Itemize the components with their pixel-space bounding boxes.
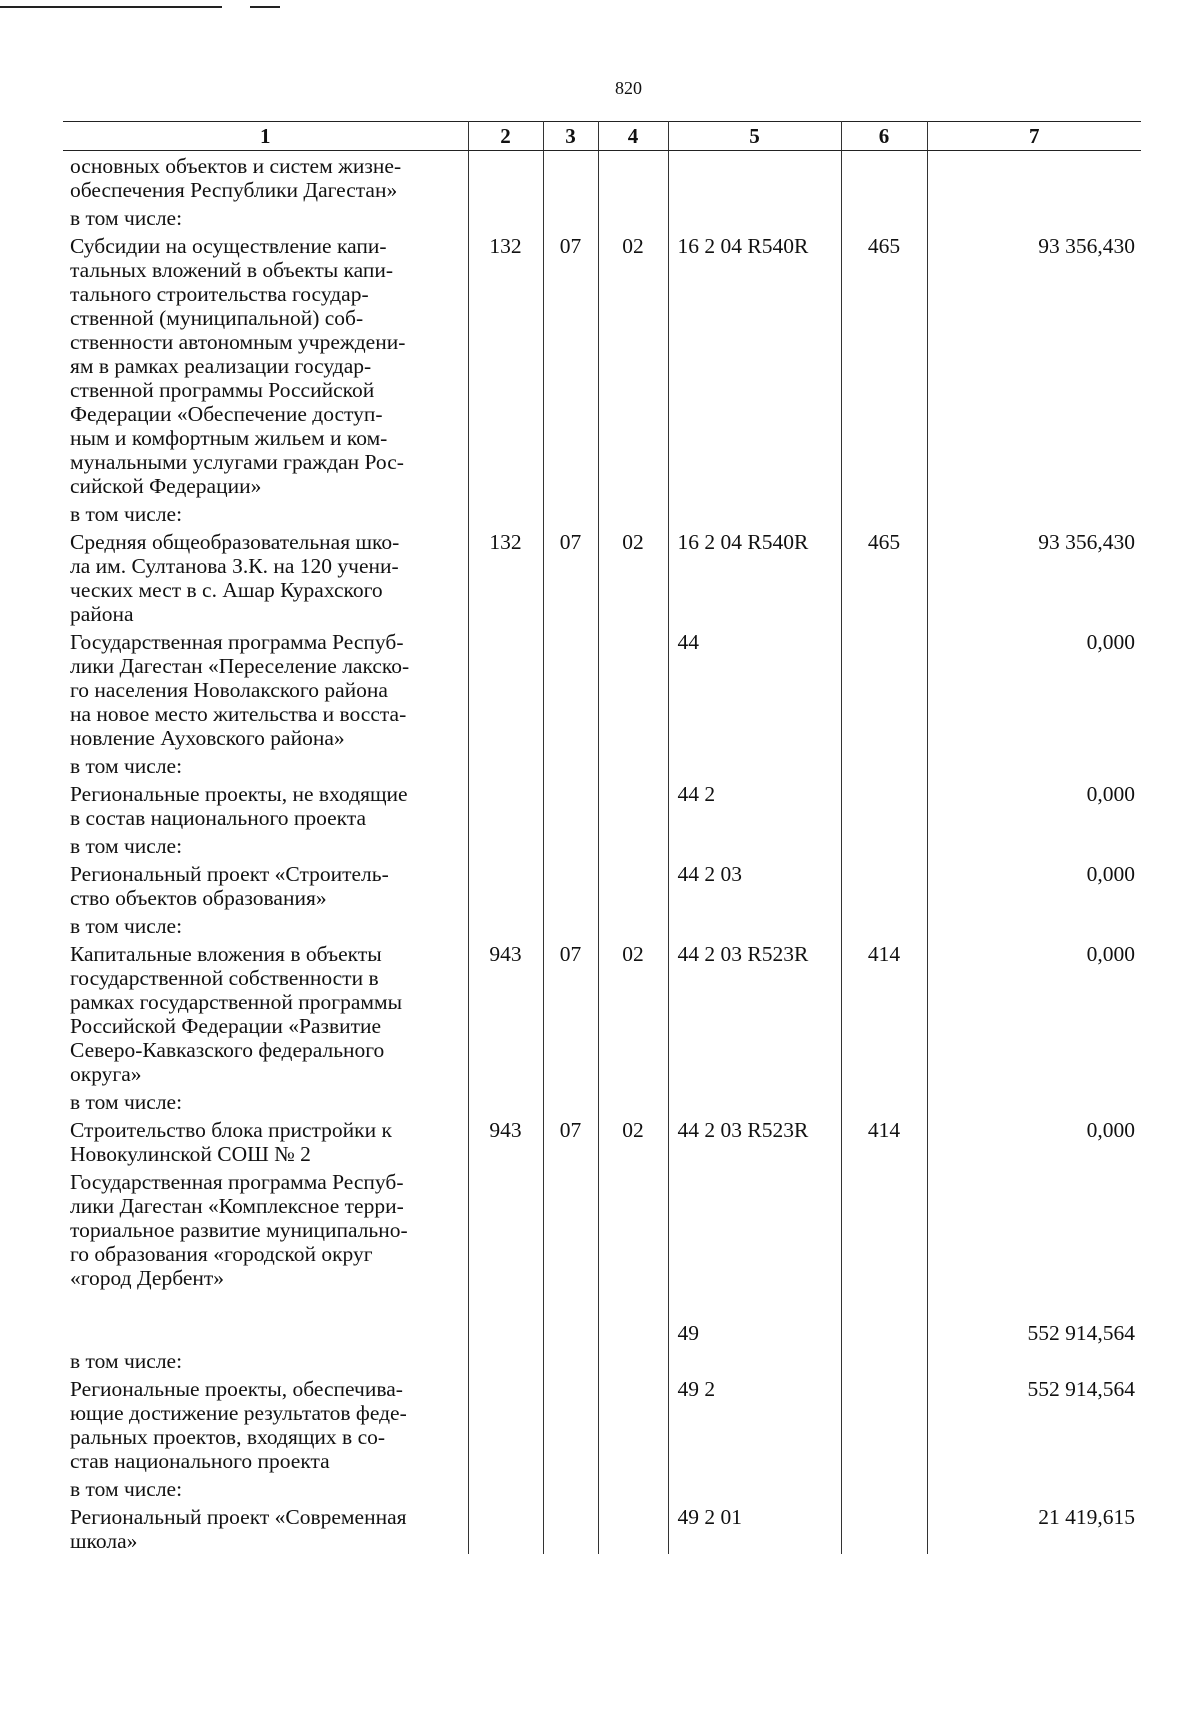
table-row [63, 939, 1141, 1087]
cell-expense-type [841, 499, 927, 527]
cell-col-2 [468, 627, 543, 751]
cell-target-article [668, 1167, 841, 1291]
cell-col-3 [543, 1346, 598, 1374]
row-description: в том числе: [63, 1346, 468, 1374]
cell-amount [927, 831, 1141, 859]
cell-col-3 [543, 779, 598, 831]
cell-col-4 [598, 911, 668, 939]
cell-target-article: 44 2 03 [668, 859, 841, 911]
cell-col-3: 07 [543, 1115, 598, 1167]
cell-amount [927, 151, 1141, 204]
cell-target-article: 16 2 04 R540R [668, 527, 841, 627]
cell-amount [927, 1167, 1141, 1291]
row-description: в том числе: [63, 1474, 468, 1502]
cell-col-2 [468, 1502, 543, 1554]
cell-target-article [668, 151, 841, 204]
cell-expense-type [841, 1474, 927, 1502]
cell-amount [927, 203, 1141, 231]
cell-amount: 0,000 [927, 627, 1141, 751]
cell-target-article [668, 1346, 841, 1374]
cell-col-2 [468, 499, 543, 527]
row-description: в том числе: [63, 499, 468, 527]
column-header-3: 3 [543, 122, 598, 151]
cell-amount: 0,000 [927, 859, 1141, 911]
cell-target-article [668, 1474, 841, 1502]
top-rule [0, 6, 222, 8]
table-row [63, 859, 1141, 911]
table-row [63, 231, 1141, 499]
cell-col-4 [598, 1346, 668, 1374]
table-body [63, 151, 1141, 1555]
cell-col-3: 07 [543, 231, 598, 499]
row-description: Региональный проект «Строитель- ство объектов образования» [63, 859, 468, 911]
cell-amount [927, 1346, 1141, 1374]
row-description [63, 1291, 468, 1346]
cell-col-4: 02 [598, 527, 668, 627]
cell-col-2 [468, 203, 543, 231]
cell-expense-type [841, 1502, 927, 1554]
cell-amount [927, 499, 1141, 527]
table-row [63, 1115, 1141, 1167]
row-description: Региональный проект «Современная школа» [63, 1502, 468, 1554]
column-header-2: 2 [468, 122, 543, 151]
cell-col-2: 132 [468, 231, 543, 499]
cell-col-3 [543, 627, 598, 751]
cell-expense-type [841, 751, 927, 779]
cell-col-2 [468, 751, 543, 779]
table-row [63, 1167, 1141, 1291]
cell-expense-type: 465 [841, 231, 927, 499]
cell-col-3 [543, 859, 598, 911]
row-description: Субсидии на осуществление капи- тальных вложений в объекты капи- тального строительства государ- ственной (муниципальной) соб- ственности автономным учреждени- ям в рамках реализации государ- ственной программы Российской Федерации «Обеспечение доступ- ным и комфортным жильем и ком- мунальными услугами граждан Рос- сийской Федерации» [63, 231, 468, 499]
column-header-6: 6 [841, 122, 927, 151]
cell-amount: 93 356,430 [927, 231, 1141, 499]
table-row [63, 1346, 1141, 1374]
cell-col-4 [598, 1167, 668, 1291]
column-header-5: 5 [668, 122, 841, 151]
cell-col-3 [543, 1502, 598, 1554]
cell-expense-type: 414 [841, 1115, 927, 1167]
row-description: в том числе: [63, 203, 468, 231]
cell-expense-type [841, 1291, 927, 1346]
cell-expense-type [841, 1087, 927, 1115]
cell-target-article [668, 1087, 841, 1115]
cell-col-3 [543, 831, 598, 859]
cell-col-2 [468, 1374, 543, 1474]
cell-col-4 [598, 499, 668, 527]
budget-table-wrapper [63, 121, 1141, 1554]
cell-expense-type: 414 [841, 939, 927, 1087]
cell-col-2 [468, 859, 543, 911]
cell-col-2 [468, 911, 543, 939]
cell-expense-type: 465 [841, 527, 927, 627]
table-row [63, 1502, 1141, 1554]
cell-expense-type [841, 1346, 927, 1374]
cell-amount [927, 911, 1141, 939]
cell-expense-type [841, 831, 927, 859]
cell-col-4 [598, 1291, 668, 1346]
cell-col-2 [468, 779, 543, 831]
row-description: основных объектов и систем жизне- обеспечения Республики Дагестан» [63, 151, 468, 204]
table-row [63, 1087, 1141, 1115]
table-row [63, 1474, 1141, 1502]
cell-col-3 [543, 751, 598, 779]
cell-col-3 [543, 911, 598, 939]
row-description: в том числе: [63, 1087, 468, 1115]
cell-col-4 [598, 151, 668, 204]
table-row [63, 1374, 1141, 1474]
cell-expense-type [841, 151, 927, 204]
cell-col-2 [468, 1346, 543, 1374]
row-description: Строительство блока пристройки к Новокулинской СОШ № 2 [63, 1115, 468, 1167]
cell-col-2 [468, 1474, 543, 1502]
cell-col-3 [543, 1167, 598, 1291]
cell-col-3 [543, 1474, 598, 1502]
cell-col-3 [543, 151, 598, 204]
cell-col-4: 02 [598, 1115, 668, 1167]
cell-col-4 [598, 1474, 668, 1502]
row-description: Государственная программа Респуб- лики Дагестан «Переселение лакско- го населения Новолакского района на новое место жительства и восста- новление Ауховского района» [63, 627, 468, 751]
cell-target-article: 16 2 04 R540R [668, 231, 841, 499]
column-header-4: 4 [598, 122, 668, 151]
cell-target-article: 44 2 [668, 779, 841, 831]
cell-expense-type [841, 627, 927, 751]
cell-col-3 [543, 1291, 598, 1346]
cell-col-4 [598, 779, 668, 831]
cell-col-4 [598, 203, 668, 231]
cell-amount: 0,000 [927, 779, 1141, 831]
cell-target-article: 44 [668, 627, 841, 751]
cell-target-article: 44 2 03 R523R [668, 1115, 841, 1167]
row-description: Средняя общеобразовательная шко- ла им. Султанова З.К. на 120 учени- ческих мест в с. Ашар Курахского района [63, 527, 468, 627]
cell-expense-type [841, 203, 927, 231]
cell-col-4 [598, 859, 668, 911]
cell-amount: 552 914,564 [927, 1374, 1141, 1474]
cell-col-3 [543, 1374, 598, 1474]
cell-target-article [668, 499, 841, 527]
table-row [63, 779, 1141, 831]
cell-target-article [668, 831, 841, 859]
row-description: в том числе: [63, 911, 468, 939]
cell-col-4 [598, 831, 668, 859]
row-description: в том числе: [63, 831, 468, 859]
table-row [63, 831, 1141, 859]
cell-col-2: 132 [468, 527, 543, 627]
cell-amount: 21 419,615 [927, 1502, 1141, 1554]
table-header [63, 122, 1141, 151]
cell-col-4 [598, 1374, 668, 1474]
cell-target-article: 44 2 03 R523R [668, 939, 841, 1087]
cell-col-4 [598, 751, 668, 779]
table-row [63, 627, 1141, 751]
cell-expense-type [841, 779, 927, 831]
cell-expense-type [841, 1374, 927, 1474]
cell-target-article: 49 2 [668, 1374, 841, 1474]
table-row [63, 1291, 1141, 1346]
page-number: 820 [615, 78, 642, 98]
cell-col-4 [598, 1502, 668, 1554]
cell-col-4 [598, 627, 668, 751]
row-description: в том числе: [63, 751, 468, 779]
top-rule-short [250, 6, 280, 8]
cell-col-3 [543, 1087, 598, 1115]
row-description: Капитальные вложения в объекты государственной собственности в рамках государственной программы Российской Федерации «Развитие Северо-Кавказского федерального округа» [63, 939, 468, 1087]
cell-target-article [668, 751, 841, 779]
header-row [63, 122, 1141, 151]
cell-col-3: 07 [543, 939, 598, 1087]
cell-expense-type [841, 859, 927, 911]
row-description: Региональные проекты, не входящие в состав национального проекта [63, 779, 468, 831]
cell-col-4: 02 [598, 231, 668, 499]
cell-amount: 93 356,430 [927, 527, 1141, 627]
cell-amount: 0,000 [927, 1115, 1141, 1167]
cell-col-3 [543, 203, 598, 231]
table-row [63, 151, 1141, 204]
cell-amount: 552 914,564 [927, 1291, 1141, 1346]
column-header-7: 7 [927, 122, 1141, 151]
cell-col-2 [468, 831, 543, 859]
cell-amount [927, 1474, 1141, 1502]
cell-target-article: 49 2 01 [668, 1502, 841, 1554]
table-row [63, 527, 1141, 627]
cell-col-2 [468, 1291, 543, 1346]
table-row [63, 911, 1141, 939]
cell-col-4: 02 [598, 939, 668, 1087]
cell-expense-type [841, 911, 927, 939]
cell-col-2 [468, 1167, 543, 1291]
cell-amount [927, 751, 1141, 779]
cell-col-3: 07 [543, 527, 598, 627]
cell-amount [927, 1087, 1141, 1115]
column-header-1: 1 [63, 122, 468, 151]
cell-target-article [668, 911, 841, 939]
cell-col-3 [543, 499, 598, 527]
cell-target-article [668, 203, 841, 231]
table-row [63, 203, 1141, 231]
table-row [63, 499, 1141, 527]
cell-expense-type [841, 1167, 927, 1291]
cell-col-2: 943 [468, 939, 543, 1087]
cell-col-2 [468, 151, 543, 204]
row-description: Региональные проекты, обеспечива- ющие достижение результатов феде- ральных проектов, входящих в со- став национального проекта [63, 1374, 468, 1474]
cell-col-2 [468, 1087, 543, 1115]
cell-col-4 [598, 1087, 668, 1115]
cell-target-article: 49 [668, 1291, 841, 1346]
budget-table [63, 121, 1141, 1554]
cell-amount: 0,000 [927, 939, 1141, 1087]
cell-col-2: 943 [468, 1115, 543, 1167]
table-row [63, 751, 1141, 779]
row-description: Государственная программа Респуб- лики Дагестан «Комплексное терри- ториальное развитие муниципально- го образования «городской округ «город Дербент» [63, 1167, 468, 1291]
